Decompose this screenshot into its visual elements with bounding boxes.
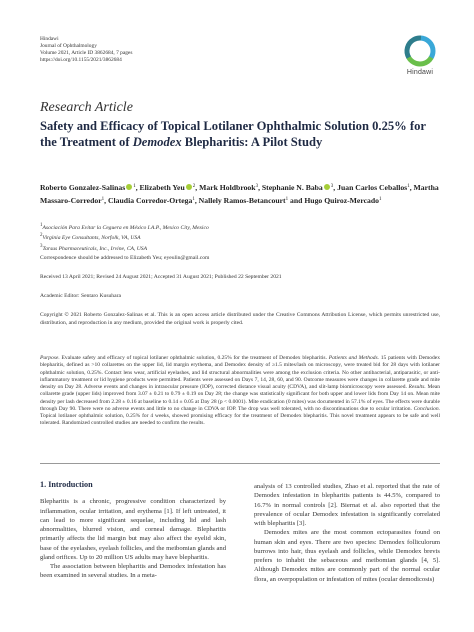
abstract-text: Evaluate safety and efficacy of topical lotilaner ophthalmic solution, 0.25% for the treatment of Demodex blepharitis. (59, 355, 329, 361)
abstract-label: Purpose. (40, 355, 60, 361)
author-name: Martha Massaro-Corredor (40, 183, 439, 205)
affiliation-list (40, 222, 209, 253)
author-affiliation-marker: 2 (192, 184, 196, 189)
author-separator: , (409, 183, 414, 192)
author-affiliation-marker: 1 (133, 184, 136, 189)
author-name: Roberto Gonzalez-Salinas (40, 183, 126, 192)
orcid-icon[interactable] (324, 184, 330, 190)
article-dates: Received 13 April 2021; Revised 24 August 2021; Accepted 31 August 2021; Published 22 September 2021 (40, 274, 282, 280)
intro-left-column (40, 480, 226, 581)
author-affiliation-marker: 1 (285, 196, 289, 202)
affiliation-marker: 3 (40, 243, 43, 249)
author-affiliation-marker: 3 (330, 184, 334, 189)
author-name: Nallely Ramos-Betancourt (198, 195, 286, 205)
author-affiliation-marker: 1 (101, 196, 105, 202)
intro-paragraph: analysis of 13 controlled studies, Zhao et al. reported that the rate of Demodex infestation in blepharitis patients is 44.5%, compared to 16.7% in normal controls [2]. Biernat et al. also reported that the prevalence of ocular Demodex infestation is significantly correlated with blepharitis [3]. (254, 483, 440, 527)
journal-name: Journal of Ophthalmology (40, 43, 97, 50)
affiliation-marker: 1 (40, 223, 43, 228)
author-name: Claudia Corredor-Ortega (107, 195, 193, 205)
affiliation-text: Tarsus Pharmaceuticals, Inc., Irvine, CA, USA (42, 245, 148, 252)
author-separator: , (333, 183, 338, 192)
journal-meta (40, 36, 132, 64)
author-separator: , (195, 183, 200, 192)
title-part-2: Blepharitis: A Pilot Study (181, 135, 323, 149)
intro-paragraph: Demodex mites are the most common ectoparasites found on human skin and eyes. There are two species: Demodex folliculorum burrows into hair, thus eyelash and follicles, while Demodex brevis prefers to inhabit the sebaceous and meibomian glands [4, 5]. Although Demodex mites are commonly part of the normal ocular flora, an overpopulation or infestation of mites (ocular demodicosis) (254, 529, 440, 583)
author-name: Stephanie N. Baba (261, 183, 323, 192)
hindawi-logo (400, 34, 440, 82)
section-heading-introduction: 1. Introduction (40, 480, 93, 489)
affiliation-item (40, 243, 209, 253)
article-title (40, 118, 440, 150)
author-separator: , (194, 195, 199, 205)
author-separator: , (104, 195, 108, 205)
affiliation-marker: 2 (40, 233, 43, 239)
abstract-label: Conclusion. (413, 405, 440, 412)
abstract-text: Topical lotilaner ophthalmic solution, 0.25% for 4 weeks, showed promising efficacy for the treatment of Demodex blepharitis. This novel treatment appears to be safe and well tolerated. Randomized controlled studies are needed to confirm the results. (40, 413, 440, 427)
affiliation-text: Asociación Para Evitar la Ceguera en México I.A.P., Mexico City, Mexico (42, 225, 209, 231)
title-part-1: Safety and Efficacy of Topical Lotilaner Ophthalmic Solution 0.25% for the Treatment of (40, 119, 426, 149)
academic-editor: Academic Editor: Sentaro Kusuhara (40, 293, 121, 299)
article-type: Research Article (40, 100, 133, 115)
abstract-text: 15 patients with Demodex blepharitis, defined as >10 collarettes on the upper lid, lid margin erythema, and Demodex density of ≥1.5 mites/lash on microscopy, were treated bid for 28 days with lotilaner ophthalmic solution, 0.25%. Contact lens wear, artificial eyelashes, and lid structural abnormalities were among the exclusion criteria. No other antibacterial, antiparasitic, or anti-inflammatory treatment or lid hygiene products were permitted. Patients were assessed on Days 7, 14, 28, 60, and 90. Outcome measures were changes in collarette grade and mite density on Day 28. Adverse events and changes in intraocular pressure (IOP), corrected distance visual acuity (CDVA), and slit-lamp biomicroscopy were assessed. (40, 355, 440, 390)
author-affiliation-marker: 1 (407, 184, 410, 189)
abstract-text: Mean collarette grade (upper lids) improved from 3.07 ± 0.21 to 0.79 ± 0.19 on Day 28; the change was statistically significant for both upper and lower lids from Day 14 on. Mean mite density per lash decreased from 2.28 ± 0.16 at baseline to 0.14 ± 0.05 at Day 28 (p < 0.0001). Mite eradication (0 mites) was documented in 57.1% of eyes. The effects were durable through Day 90. There were no adverse events and little to no change in CDVA or IOP. The drop was well tolerated, with no discontinuations due to ocular irritation. (40, 384, 440, 412)
affiliation-item (40, 232, 209, 242)
intro-right-column (254, 482, 440, 584)
author-separator: , (258, 183, 262, 192)
correspondence-note: Correspondence should be addressed to Elizabeth Yeu; eyeulin@gmail.com (40, 255, 210, 261)
author-affiliation-marker: 1 (192, 196, 195, 202)
title-italic-demodex: Demodex (132, 135, 182, 149)
hindawi-logo-text: Hindawi (406, 69, 434, 76)
abstract-label: Results. (408, 384, 426, 390)
author-name: Juan Carlos Ceballos (337, 183, 408, 192)
hindawi-logo-icon (403, 34, 437, 68)
affiliation-text: Virginia Eye Consultants, Norfolk, VA, USA (42, 235, 141, 242)
author-affiliation-marker: 3 (255, 184, 259, 189)
orcid-icon[interactable] (186, 184, 192, 190)
volume-info: Volume 2021, Article ID 3862684, 7 pages (40, 50, 133, 57)
orcid-icon[interactable] (126, 184, 132, 190)
author-name: Mark Holdbrook (199, 183, 256, 192)
author-affiliation-marker: 1 (379, 196, 382, 202)
abstract (40, 355, 440, 428)
copyright-notice: Copyright © 2021 Roberto Gonzalez-Salinas et al. This is an open access article distributed under the Creative Commons Attribution License, which permits unrestricted use, distribution, and reproduction in any medium, provided the original work is properly cited. (40, 312, 440, 326)
doi-link[interactable]: https://doi.org/10.1155/2021/3862684 (40, 57, 122, 64)
intro-paragraph: Blepharitis is a chronic, progressive condition characterized by inflammation, ocular irritation, and erythema [1]. If left untreated, it can lead to more significant sequelae, including lid and lash abnormalities, blurred vision, and corneal damage. Blepharitis primarily affects the lid margin but may also affect the eyelid skin, base of the eyelashes, eyelash follicles, and the meibomian glands and gland orifices. Up to 20 million US adults may have blepharitis. (40, 498, 226, 561)
author-name: Elizabeth Yeu (139, 183, 185, 192)
abstract-label: Patients and Methods. (328, 355, 379, 361)
publisher-name: Hindawi (40, 36, 59, 42)
section-divider (40, 463, 440, 464)
affiliation-item (40, 222, 209, 232)
author-list (40, 181, 440, 207)
author-name: Hugo Quiroz-Mercado (304, 195, 379, 205)
intro-paragraph: The association between blepharitis and Demodex infestation has been examined in several studies. In a meta- (40, 563, 226, 580)
author-separator: , (135, 183, 140, 192)
author-separator: and (288, 195, 305, 205)
